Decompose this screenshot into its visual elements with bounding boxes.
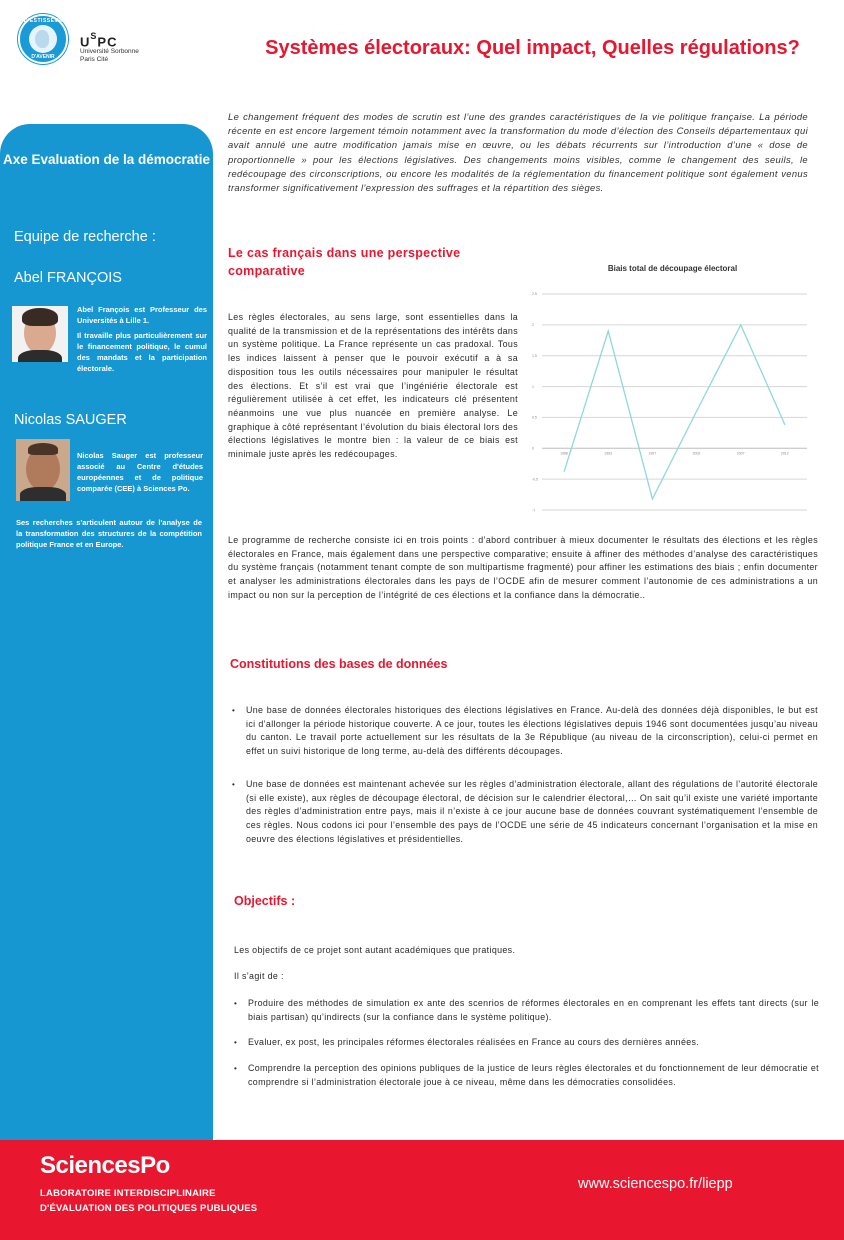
uspc-line2: Paris Cité [80, 56, 109, 64]
sciencespo-logo: SciencesPo [40, 1152, 170, 1179]
svg-text:1997: 1997 [648, 451, 657, 456]
list-item: • Comprendre la perception des opinions publiques de la justice de leurs règles électorales et du fonctionnement de leur démocratie et comprendre si l’administration électorale joue à ce niveau, même dans les démocraties consolidées. [232, 1062, 819, 1089]
bio-francois-2: Il travaille plus particulièrement sur le financement politique, le cumul des mandats et la participation électorale. [77, 331, 207, 373]
svg-text:2: 2 [532, 323, 534, 328]
bias-chart [530, 258, 815, 520]
programme-paragraph: Le programme de recherche consiste ici en trois points : d’abord contribuer à mieux documenter le résultats des élections et les règles électorales en France, mais également dans une perspective comparative; ensuite à affiner des méthodes d’analyse des caractéristiques du système français (notamment tenant compte de son multipartisme fragmenté) pour affiner les estimations des biais ; enfin documenter et analyser les administrations électorales dans les pays de l’OCDE afin de mesurer comment l’autonomie de ces administrations a un impact ou non sur la perception de l’intégrité de ces élections et la confiance dans la démocratie.. [228, 535, 818, 600]
svg-text:0: 0 [532, 446, 534, 451]
database-list [230, 704, 818, 865]
bio-sauger-2: Ses recherches s'articulent autour de l'analyse de la transformation des structures de la compétition politique France et en Europe. [16, 518, 202, 549]
footer-banner [0, 1140, 844, 1240]
section-cas-francais-text: Les règles électorales, au sens large, sont essentielles dans la qualité de la transmission et de la représentations des intérêts dans un système politique. La France représente un cas pradoxal. Tous les indices laissent à penser que le pouvoir exécutif a à sa disposition tous les outils nécessaires pour manipuler le résultat des élections. Et s’il est vrai que l’ingéniérie électorale est régulièrement utilisée à cet effet, les indicateurs clé présentent néanmoins une vue plus nuancée en première analyse. Le graphique à côté représentant l’évolution du biais électoral lors des élections législatives le montre bien : la valeur de ce biais est minimale juste après les redécoupages. [228, 312, 518, 460]
objectifs-lead: Il s’agit de : [234, 971, 284, 981]
avatar-sauger [16, 439, 70, 501]
uspc-line1: Université Sorbonne [80, 48, 139, 56]
section-heading-bases-donnees: Constitutions des bases de données [230, 657, 448, 671]
list-item: • Une base de données électorales historiques des élections législatives en France. Au-delà des données déjà disponibles, le but est ici d’allonger la période historique couverte. A ce jour, toutes les élections législatives depuis 1946 sont documentées jusqu’au niveau du canton. Le travail porte actuellement sur les résultats de la 3e République (au niveau de la circonscription), celui-ci permet en effet un suivi historique de long terme, au-delà des différents découpages. [230, 704, 818, 759]
svg-text:1: 1 [532, 384, 534, 389]
logo-top-text: INVESTISSEMENTS [20, 18, 75, 24]
section-heading-objectifs: Objectifs : [234, 894, 296, 908]
member-name-sauger: Nicolas SAUGER [14, 412, 127, 428]
list-item: • Une base de données est maintenant achevée sur les règles d’administration électorale, allant des régulations de l’autorité électorale (si elle existe), aux règles de découpage électoral, de décision sur le calendrier électoral,… On sait qu’il existe une variété importante des règles d’administration entre pays, mais il n’existe à ce jour aucune base de données couvrant systématiquement l’ensemble de ces règles. Nous codons ici pour l’ensemble des pays de l’OCDE une série de 45 indicateurs concernant l’organisation et la mise en oeuvre des élections législatives et présidentielles. [230, 778, 818, 847]
section-heading-cas-francais: Le cas français dans une perspective comparative [228, 246, 461, 278]
svg-text:-1: -1 [532, 508, 536, 513]
chart-title: Biais total de découpage électoral [607, 264, 738, 273]
svg-text:2002: 2002 [692, 451, 701, 456]
hair-shape [28, 443, 58, 455]
lab-name-line1: LABORATOIRE INTERDISCIPLINAIRE [40, 1188, 216, 1199]
website-link[interactable]: www.sciencespo.fr/liepp [578, 1176, 733, 1192]
uspc-mark [80, 32, 139, 48]
svg-text:1993: 1993 [604, 451, 613, 456]
uspc-u: U [80, 34, 91, 50]
svg-text:2.5: 2.5 [532, 292, 537, 297]
sidebar-axe-heading: Axe Evaluation de la démocratie [2, 152, 211, 167]
svg-text:1988: 1988 [560, 451, 568, 456]
list-item: • Produire des méthodes de simulation ex ante des scenrios de réformes électorales en en comprenant les effets tant directs (sur le biais partisan) qu’indirects (sur la confiance dans le système politique). [232, 997, 819, 1024]
chart-y-ticks [532, 292, 538, 512]
lab-name-line2: D'ÉVALUATION DES POLITIQUES PUBLIQUES [40, 1203, 258, 1214]
page-title: Systèmes électoraux: Quel impact, Quelles régulations? [265, 37, 800, 59]
hair-shape [22, 308, 58, 326]
investissements-avenir-logo [18, 14, 75, 64]
bio-francois-1: Abel François est Professeur des Universités à Lille 1. [77, 305, 207, 325]
list-item: • Evaluer, ex post, les principales réformes électorales réalisées en France au cours des dernières années. [232, 1036, 819, 1050]
shoulders-shape [18, 350, 62, 362]
member-name-francois: Abel FRANÇOIS [14, 270, 122, 286]
svg-text:0.5: 0.5 [532, 415, 537, 420]
svg-text:-0.5: -0.5 [532, 477, 539, 482]
chart-gridlines [542, 294, 807, 510]
team-label: Equipe de recherche : [14, 229, 156, 245]
sidebar [0, 124, 213, 1144]
avatar-francois [12, 306, 68, 362]
svg-text:2012: 2012 [780, 451, 789, 456]
uspc-pc: PC [97, 34, 118, 50]
uspc-logo [80, 32, 139, 64]
shoulders-shape [20, 487, 66, 501]
bio-sauger-1: Nicolas Sauger est professeur associé au Centre d'études européennes et de politique comparée (CEE) à Sciences Po. [77, 451, 203, 493]
svg-text:1.5: 1.5 [532, 353, 537, 358]
bias-chart-plot [530, 258, 815, 520]
objectifs-intro: Les objectifs de ce projet sont autant académiques que pratiques. [234, 945, 516, 955]
chart-series-line [564, 325, 785, 499]
marianne-head-icon [35, 30, 49, 48]
svg-text:2007: 2007 [736, 451, 745, 456]
uspc-s: S [90, 31, 98, 41]
logo-bottom-text: D'AVENIR [31, 54, 55, 60]
objectifs-list [232, 997, 819, 1102]
intro-paragraph: Le changement fréquent des modes de scrutin est l’une des grandes caractéristiques de la vie politique française. La période récente en est encore largement témoin notamment avec la transformation du mode d’élection des Conseils départementaux qui avait annulé une autre modification jamais mise en œuvre, ou les débats récurrents sur l’introduction d’une « dose de proportionnelle » pour les élections législatives. Des changements moins visibles, comme le changement des seuils, le redécoupage des circonscriptions, ou encore les modalités de la réglementation du financement politique sont également venus transformer significativement l’expression des suffrages et la répartition des sièges. [228, 111, 808, 194]
